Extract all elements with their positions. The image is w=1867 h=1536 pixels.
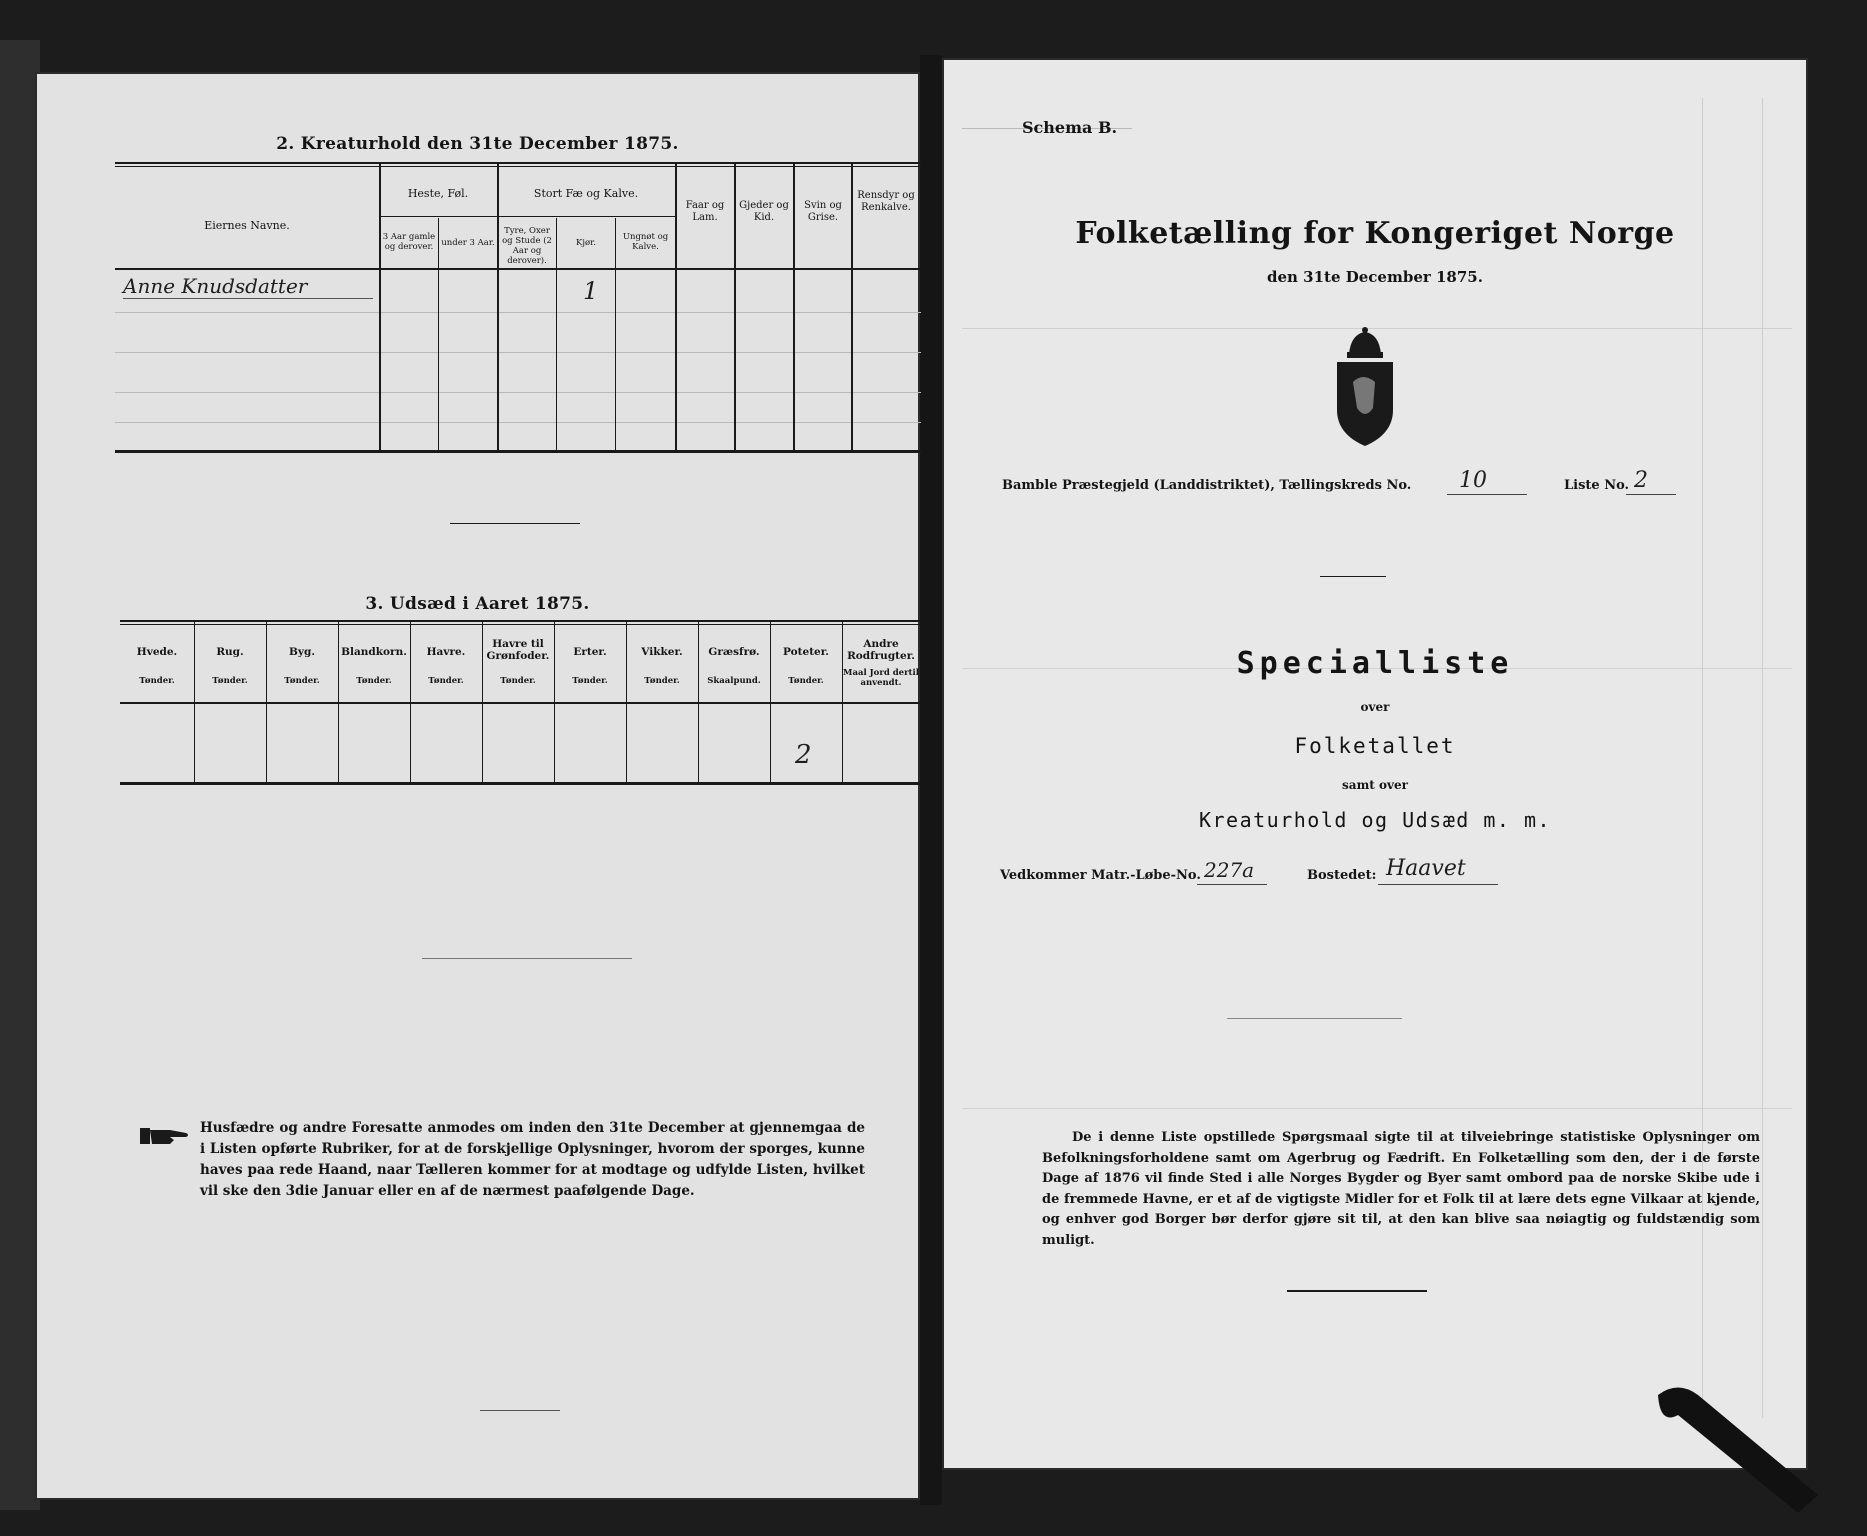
liste-label: Liste No.	[1564, 478, 1630, 493]
bostedet-underline	[1378, 884, 1498, 885]
district-number-entry: 10	[1459, 468, 1487, 493]
liste-number-entry: 2	[1634, 468, 1648, 493]
sowing-col-unit: Maal Jord dertil anvendt.	[843, 668, 919, 688]
svin-header: Svin og Grise.	[804, 200, 842, 223]
separator-line	[1227, 1018, 1402, 1019]
livestock-bottom-rule	[115, 450, 921, 453]
sowing-col-name: Hvede.	[136, 646, 178, 658]
sowing-col-divider	[338, 622, 339, 784]
sowing-col-divider	[266, 622, 267, 784]
livestock-row-line	[115, 392, 921, 393]
kjer-entry: 1	[583, 277, 599, 305]
sowing-header-rule	[120, 702, 920, 704]
sowing-col-unit: Tønder.	[572, 676, 608, 686]
sowing-col-name: Havre.	[426, 646, 466, 658]
separator-line	[450, 523, 580, 524]
faar-header: Faar og Lam.	[685, 200, 725, 223]
sowing-col-unit: Tønder.	[284, 676, 320, 686]
scan-edge-left	[0, 40, 40, 1510]
livestock-col-divider	[379, 164, 381, 452]
ungnot-header: Ungnøt og Kalve.	[622, 232, 669, 252]
heste-old-header: 3 Aar gamle og derover.	[382, 232, 436, 252]
instruction-note: Husfædre og andre Foresatte anmodes om inden den 31te December at gjennemgaa de i Listen opførte Rubriker, for at de forskjellige Oplysninger, hvorom der sporges, kunne haves paa rede Haand, naar Tælleren kommer for at modtage og udfylde Listen, hvilket vil ske den 3die Januar eller en af de nærmest paafølgende Dage.	[200, 1120, 865, 1199]
sowing-col-unit: Tønder.	[139, 676, 175, 686]
owner-header: Eiernes Navne.	[204, 219, 290, 232]
sowing-col-name: Græsfrø.	[708, 646, 760, 658]
separator-line	[1287, 1290, 1427, 1292]
sowing-col-unit: Tønder.	[428, 676, 464, 686]
livestock-title: 2. Kreaturhold den 31te December 1875.	[276, 134, 679, 154]
sowing-col-name: Rug.	[216, 646, 244, 658]
separator-line	[1320, 576, 1386, 577]
livestock-col-divider	[556, 218, 557, 452]
livestock-header-rule	[115, 268, 921, 270]
bostedet-entry: Haavet	[1386, 856, 1466, 881]
matr-number-entry: 227a	[1204, 858, 1255, 882]
right-page	[942, 58, 1808, 1470]
sowing-top-rule-thin	[120, 624, 920, 625]
sowing-top-rule	[120, 620, 920, 622]
livestock-col-divider	[438, 218, 439, 452]
livestock-row-line	[115, 422, 921, 423]
folketallet-heading: Folketallet	[1294, 734, 1456, 758]
sowing-col-divider	[482, 622, 483, 784]
separator-line	[422, 958, 632, 959]
kjer-header: Kjør.	[576, 238, 596, 248]
binding-clip	[1638, 1375, 1838, 1519]
sowing-col-unit: Skaalpund.	[707, 676, 761, 686]
heste-young-header: under 3 Aar.	[441, 238, 495, 248]
owner-underline	[123, 298, 373, 299]
livestock-col-divider	[497, 164, 499, 452]
heste-group-header: Heste, Føl.	[407, 187, 469, 200]
sowing-col-unit: Tønder.	[788, 676, 824, 686]
left-page	[35, 72, 920, 1500]
livestock-row-line	[115, 352, 921, 353]
liste-underline	[1626, 494, 1676, 495]
matr-underline	[1197, 884, 1267, 885]
sowing-col-unit: Tønder.	[212, 676, 248, 686]
sowing-col-name: Blandkorn.	[341, 646, 407, 658]
sowing-col-divider	[194, 622, 195, 784]
census-date: den 31te December 1875.	[1267, 268, 1483, 286]
sowing-col-divider	[554, 622, 555, 784]
rensdyr-header: Rensdyr og Renkalve.	[857, 190, 915, 213]
specialliste-heading: Specialliste	[1236, 646, 1514, 681]
stort-group-rule	[497, 216, 675, 217]
sowing-col-divider	[410, 622, 411, 784]
livestock-top-rule	[115, 162, 921, 164]
sowing-col-name: Havre til Grønfoder.	[486, 638, 550, 662]
gjeder-header: Gjeder og Kid.	[739, 200, 789, 223]
sowing-col-divider	[770, 622, 771, 784]
sowing-title: 3. Udsæd i Aaret 1875.	[365, 594, 590, 614]
stort-group-header: Stort Fæ og Kalve.	[533, 187, 639, 200]
sowing-col-name: Vikker.	[641, 646, 683, 658]
sowing-col-divider	[626, 622, 627, 784]
census-title: Folketælling for Kongeriget Norge	[1075, 216, 1675, 251]
matr-label: Vedkommer Matr.-Løbe-No.	[1000, 868, 1201, 883]
sowing-col-unit: Tønder.	[500, 676, 536, 686]
sowing-col-name: Erter.	[573, 646, 607, 658]
district-underline	[1447, 494, 1527, 495]
coat-of-arms-icon	[1327, 326, 1403, 454]
bostedet-label: Bostedet:	[1307, 868, 1377, 883]
sowing-col-unit: Tønder.	[644, 676, 680, 686]
explanatory-paragraph: De i denne Liste opstillede Spørgsmaal sigte til at tilveiebringe statistiske Oplysninger om Befolkningsforholdene samt om Agerbrug og Fædrift. En Folketælling som den, der i de første Dage af 1876 vil finde Sted i alle Norges Bygder og Byer samt ombord paa de norske Skibe ude i de fremmede Havne, er et af de vigtigste Midler for et Folk til at lære dets egne Vilkaar at kjende, og enhver god Borger bør derfor gjøre sit til, at den kan blive saa nøiagtig og fuldstændig som muligt.	[1042, 1130, 1760, 1248]
scan-gutter	[920, 55, 942, 1505]
schema-label: Schema B.	[1022, 118, 1118, 137]
bleed-through	[962, 1108, 1792, 1109]
sowing-col-name: Byg.	[289, 646, 315, 658]
sowing-col-divider	[842, 622, 843, 784]
livestock-col-divider	[615, 218, 616, 452]
poteter-entry: 2	[795, 740, 812, 770]
sowing-col-divider	[698, 622, 699, 784]
separator-line	[480, 1410, 560, 1411]
livestock-row-line	[115, 312, 921, 313]
bleed-through	[1762, 98, 1763, 1418]
district-label: Bamble Præstegjeld (Landdistriktet), Tællingskreds No.	[1002, 478, 1412, 493]
pointing-hand-icon	[140, 1125, 190, 1151]
livestock-top-rule-thin	[115, 166, 921, 167]
samt-over-text: samt over	[1342, 778, 1408, 792]
sowing-col-unit: Tønder.	[356, 676, 392, 686]
owner-name-entry: Anne Knudsdatter	[123, 274, 308, 298]
kreaturhold-heading: Kreaturhold og Udsæd m. m.	[1198, 808, 1552, 832]
heste-group-rule	[379, 216, 497, 217]
sowing-bottom-rule	[120, 782, 920, 785]
sowing-col-name: Poteter.	[783, 646, 829, 658]
tyre-header: Tyre, Oxer og Stude (2 Aar og derover).	[502, 226, 552, 266]
sowing-col-name: Andre Rodfrugter.	[847, 638, 915, 662]
over-text: over	[1360, 700, 1390, 714]
